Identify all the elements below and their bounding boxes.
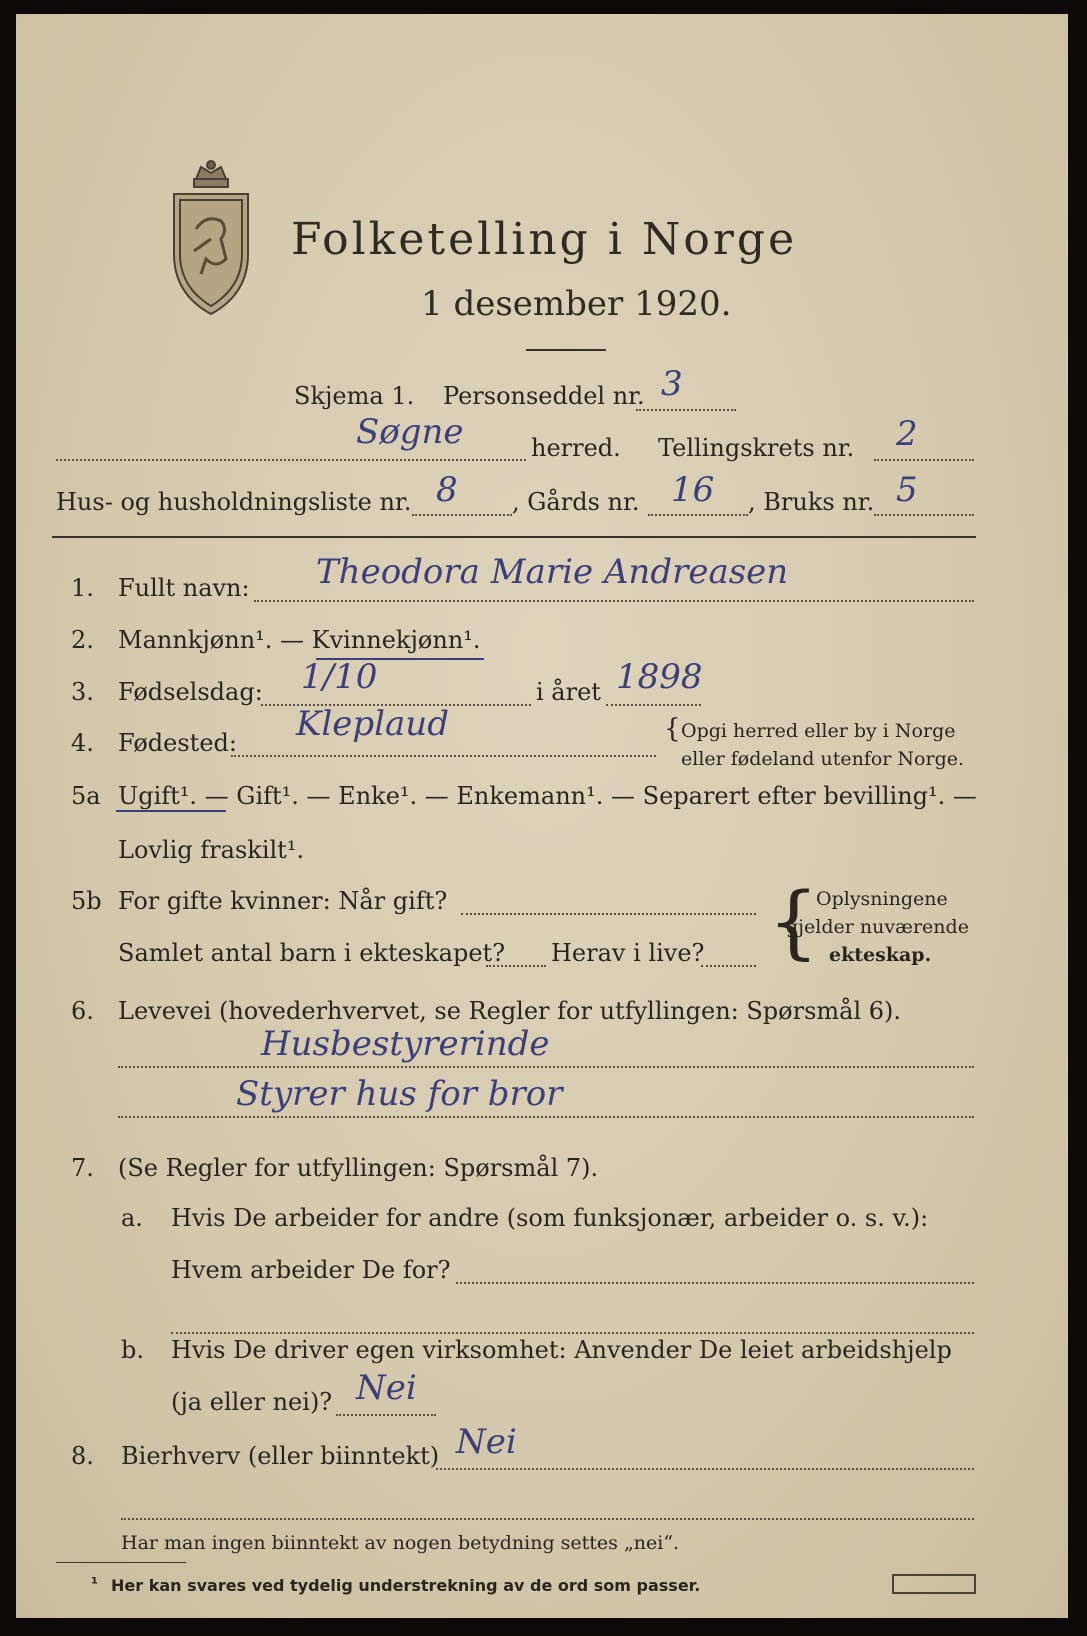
q3-year-line (606, 704, 701, 706)
q2-number: 2. (71, 626, 94, 654)
q3-number: 3. (71, 678, 94, 706)
q4-number: 4. (71, 729, 94, 757)
q5b-alive-line (701, 965, 756, 967)
q7a-line (456, 1282, 974, 1284)
norwegian-coat-of-arms-icon (166, 159, 256, 319)
personseddel-value[interactable]: 3 (661, 364, 683, 404)
q4-note-line2: eller fødeland utenfor Norge. (681, 748, 965, 770)
q5b-note2: gjelder nuværende (786, 916, 969, 938)
q5b-brace: { (768, 875, 819, 968)
skjema-label: Skjema 1. (294, 382, 415, 410)
q7-number: 7. (71, 1154, 94, 1182)
q5b-children-line (486, 965, 546, 967)
bruks-value[interactable]: 5 (896, 470, 918, 510)
q5b-line2a: Samlet antal barn i ekteskapet? (118, 939, 506, 967)
q5b-line1: For gifte kvinner: Når gift? (118, 887, 448, 915)
q3-label: Fødselsdag: (118, 678, 263, 706)
husholdningsliste-line (412, 514, 512, 516)
birthday-value[interactable]: 1/10 (301, 657, 378, 697)
q7a-number: a. (121, 1204, 143, 1232)
title-divider (526, 349, 606, 351)
q7a-line2: Hvem arbeider De for? (171, 1256, 451, 1284)
q6-label: Levevei (hovederhvervet, se Regler for utfyllingen: Spørsmål 6). (118, 997, 902, 1025)
personseddel-line (636, 409, 736, 411)
footnote-text: Her kan svares ved tydelig understrekning av de ord som passer. (111, 1576, 701, 1595)
q7b-line2: (ja eller nei)? (171, 1388, 333, 1416)
q8-label: Bierhverv (eller biinntekt) (121, 1442, 440, 1470)
tellingskrets-value[interactable]: 2 (896, 414, 918, 454)
q4-line (231, 755, 656, 757)
full-name-value[interactable]: Theodora Marie Andreasen (316, 552, 789, 592)
bruks-line (874, 514, 974, 516)
q7b-line (336, 1414, 436, 1416)
tellingskrets-line (874, 459, 974, 461)
q5b-note1: Oplysningene (816, 888, 948, 910)
q6-line2 (118, 1116, 974, 1118)
q7b-line1: Hvis De driver egen virksomhet: Anvender De leiet arbeidshjelp (171, 1336, 952, 1364)
q5b-note3: ekteskap. (829, 944, 932, 966)
husholdningsliste-value[interactable]: 8 (436, 470, 458, 510)
q6-number: 6. (71, 997, 94, 1025)
q5b-married-line (461, 913, 756, 915)
husholdningsliste-label: Hus- og husholdningsliste nr. (56, 488, 412, 516)
q7a-line2-rule (171, 1332, 974, 1334)
footnote-mark: ¹ (91, 1574, 99, 1593)
occupation-value-line1[interactable]: Husbestyrerinde (261, 1024, 550, 1064)
q5a-line2: Lovlig fraskilt¹. (118, 836, 305, 864)
form-date: 1 desember 1920. (421, 284, 732, 324)
census-form-page (16, 14, 1068, 1618)
gards-line (648, 514, 748, 516)
q2-label: Mannkjønn¹. — Kvinnekjønn¹. (118, 626, 481, 654)
header-separator (52, 536, 976, 538)
birthplace-value[interactable]: Kleplaud (296, 704, 449, 744)
q8-line2 (121, 1518, 974, 1520)
q6-line1 (118, 1066, 974, 1068)
q5b-line2b: Herav i live? (551, 939, 705, 967)
gards-value[interactable]: 16 (671, 470, 715, 510)
q4-note-line1: Opgi herred eller by i Norge (681, 720, 956, 742)
q7-label: (Se Regler for utfyllingen: Spørsmål 7). (118, 1154, 599, 1182)
q3-year-label: i året (536, 678, 601, 706)
q1-label: Fullt navn: (118, 574, 250, 602)
q5b-number: 5b (71, 887, 102, 915)
hired-help-value[interactable]: Nei (356, 1368, 417, 1408)
printer-stamp (892, 1574, 976, 1594)
herred-value[interactable]: Søgne (356, 412, 464, 452)
herred-line (56, 459, 526, 461)
q7a-line1: Hvis De arbeider for andre (som funksjonær, arbeider o. s. v.): (171, 1204, 929, 1232)
birth-year-value[interactable]: 1898 (616, 657, 703, 697)
q5a-selection-underline (116, 810, 226, 812)
personseddel-label: Personseddel nr. (443, 382, 645, 410)
biinntekt-note: Har man ingen biinntekt av nogen betydning settes „nei“. (121, 1532, 680, 1554)
gards-label: , Gårds nr. (512, 488, 640, 516)
form-title: Folketelling i Norge (291, 214, 798, 265)
q5a-line1: Ugift¹. — Gift¹. — Enke¹. — Enkemann¹. — Separert efter bevilling¹. — (118, 782, 977, 810)
q8-line (436, 1468, 974, 1470)
q5a-number: 5a (71, 782, 101, 810)
tellingskrets-label: Tellingskrets nr. (658, 434, 855, 462)
q1-line (254, 600, 974, 602)
herred-label: herred. (531, 434, 621, 462)
q1-number: 1. (71, 574, 94, 602)
side-income-value[interactable]: Nei (456, 1422, 517, 1462)
q4-label: Fødested: (118, 729, 237, 757)
q4-brace: { (664, 714, 681, 744)
bruks-label: , Bruks nr. (748, 488, 875, 516)
q8-number: 8. (71, 1442, 94, 1470)
footnote-divider (56, 1562, 186, 1563)
q7b-number: b. (121, 1336, 144, 1364)
occupation-value-line2[interactable]: Styrer hus for bror (236, 1074, 563, 1114)
